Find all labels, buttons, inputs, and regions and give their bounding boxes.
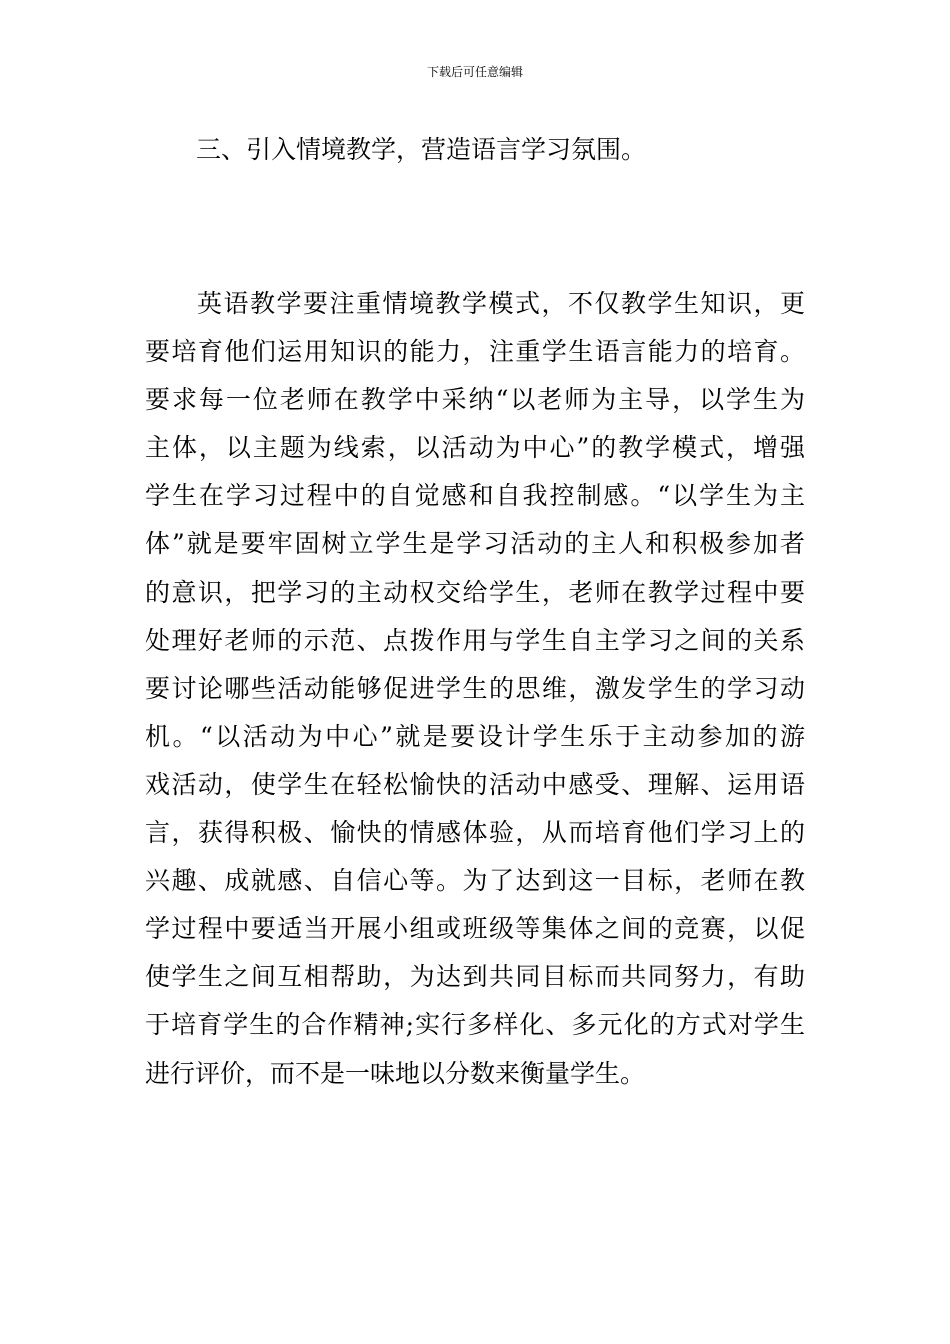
paragraph-line: 要培育他们运用知识的能力，注重学生语言能力的培育。: [145, 337, 805, 367]
paragraph-line: 使学生之间互相帮助，为达到共同目标而共同努力，有助: [145, 962, 805, 992]
section-heading: 三、引入情境教学，营造语言学习氛围。: [196, 135, 647, 164]
paragraph-line: 处理好老师的示范、点拨作用与学生自主学习之间的关系: [145, 625, 805, 655]
paragraph-line: 主体，以主题为线索，以活动为中心”的教学模式，增强: [145, 433, 805, 463]
paragraph-line: 兴趣、成就感、自信心等。为了达到这一目标，老师在教: [145, 866, 805, 896]
paragraph-line: 要求每一位老师在教学中采纳“以老师为主导，以学生为: [145, 385, 805, 415]
header-note: 下载后可任意编辑: [426, 65, 523, 79]
paragraph-line: 学过程中要适当开展小组或班级等集体之间的竞赛，以促: [145, 914, 805, 944]
paragraph-line: 体”就是要牢固树立学生是学习活动的主人和积极参加者: [145, 529, 805, 559]
paragraph-line: 的意识，把学习的主动权交给学生，老师在教学过程中要: [145, 577, 805, 607]
body-paragraph: [145, 280, 805, 1098]
paragraph-line: 于培育学生的合作精神;实行多样化、多元化的方式对学生: [145, 1010, 805, 1040]
paragraph-line: 进行评价，而不是一味地以分数来衡量学生。: [145, 1058, 646, 1088]
paragraph-line: 要讨论哪些活动能够促进学生的思维，激发学生的学习动: [145, 673, 805, 703]
paragraph-line: 学生在学习过程中的自觉感和自我控制感。“以学生为主: [145, 481, 805, 511]
paragraph-line: 机。“以活动为中心”就是要设计学生乐于主动参加的游: [145, 721, 805, 751]
paragraph-line: 言，获得积极、愉快的情感体验，从而培育他们学习上的: [145, 818, 805, 848]
paragraph-line: 戏活动，使学生在轻松愉快的活动中感受、理解、运用语: [145, 769, 805, 799]
paragraph-line: 英语教学要注重情境教学模式，不仅教学生知识，更: [197, 289, 805, 318]
